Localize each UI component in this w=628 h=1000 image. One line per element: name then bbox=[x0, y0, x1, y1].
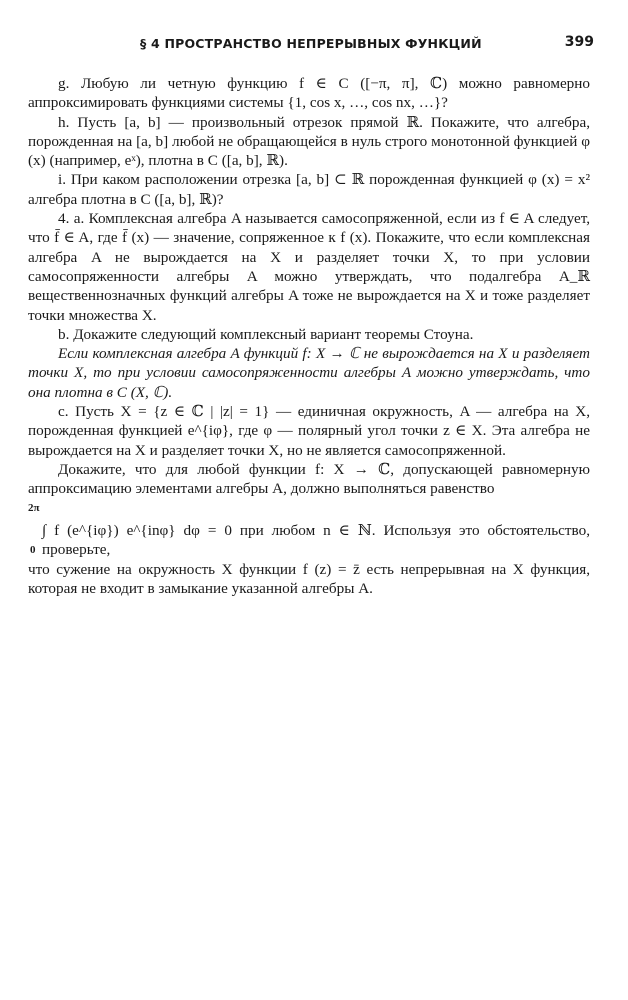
running-head: § 4 ПРОСТРАНСТВО НЕПРЕРЫВНЫХ ФУНКЦИЙ bbox=[140, 36, 482, 51]
stone-theorem-statement: Если комплексная алгебра A функций f: X → ℂ не вырождается на X и разделяет точки X, то при условии самосопряженности алгебры A можно утверждать, что она плотна в C (X, ℂ). bbox=[28, 345, 590, 401]
conclusion: что сужение на окружность X функции f (z) = z̄ есть непрерывная на X функция, которая не входит в замыкание указанной алгебры A. bbox=[28, 560, 590, 597]
exercise-c: c. Пусть X = {z ∈ ℂ | |z| = 1} — единичная окружность, A — алгебра на X, порожденная функцией e^{iφ}, где φ — полярный угол точки z ∈ X. Эта алгебра не вырождается на X и разделяет точки X, но не является самосопряженной. bbox=[28, 403, 590, 459]
exercise-g: g. Любую ли четную функцию f ∈ C ([−π, π], ℂ) можно равномерно аппроксимировать функциями системы {1, cos x, …, cos nx, …}? bbox=[28, 75, 590, 112]
exercise-h: h. Пусть [a, b] — произвольный отрезок прямой ℝ. Покажите, что алгебра, порожденная на [a, b] любой не обращающейся в нуль строго монотонной функцией φ (x) (например, eˣ), плотна в C ([a, b], ℝ). bbox=[28, 113, 590, 170]
integral-formula bbox=[28, 501, 590, 559]
exercise-4a: 4. а. Комплексная алгебра A называется самосопряженной, если из f ∈ A следует, что f̄ ∈ A, где f̄ (x) — значение, сопряженное к f (x). Покажите, что если комплексная алгебра A не вырождается на X и разделяет точки X, то при условии самосопряженности алгебры A можно утверждать, что подалгебра A_ℝ вещественнозначных функций алгебры A тоже не вырождается на X и тоже разделяет точки множества X. bbox=[28, 210, 590, 324]
page-body bbox=[28, 74, 590, 598]
integral-lower-limit: 0 bbox=[30, 543, 36, 556]
exercise-b: b. Докажите следующий комплексный вариант теоремы Стоуна. bbox=[58, 325, 474, 343]
integral-upper-limit: 2π bbox=[28, 501, 40, 514]
formula-text: ∫ f (e^{iφ}) e^{inφ} dφ = 0 при любом n ∈ ℕ. Используя это обстоятельство, проверьте, bbox=[42, 521, 590, 558]
page-number: 399 bbox=[564, 34, 594, 50]
prove-intro: Докажите, что для любой функции f: X → ℂ, допускающей равномерную аппроксимацию элементами алгебры A, должно выполняться равенство bbox=[28, 460, 590, 498]
page-header bbox=[0, 36, 628, 58]
exercise-i: i. При каком расположении отрезка [a, b] ⊂ ℝ порожденная функцией φ (x) = x² алгебра плотна в C ([a, b], ℝ)? bbox=[28, 171, 590, 208]
integral-limits bbox=[28, 501, 42, 555]
